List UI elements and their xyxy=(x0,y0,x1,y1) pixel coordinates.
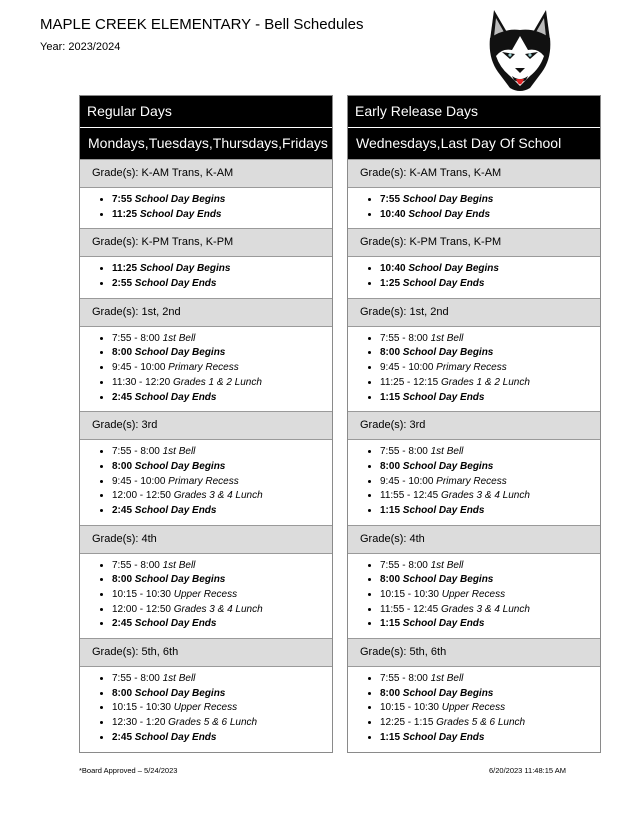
schedule-item xyxy=(380,716,600,731)
schedule-item xyxy=(112,361,332,376)
schedule-description: Upper Recess xyxy=(173,589,238,600)
schedule-item xyxy=(380,588,600,603)
schedule-list xyxy=(80,188,332,228)
schedule-description: School Day Ends xyxy=(408,208,491,220)
schedule-description: 1st Bell xyxy=(430,559,464,571)
schedule-description: School Day Begins xyxy=(402,687,494,699)
schedule-item xyxy=(112,731,332,746)
schedule-time: 8:00 xyxy=(380,347,401,359)
schedule-description: Grades 3 & 4 Lunch xyxy=(173,490,263,502)
schedule-item xyxy=(380,391,600,406)
schedule-time: 2:55 xyxy=(112,278,133,290)
schedule-time: 7:55 - 8:00 xyxy=(112,673,160,685)
schedule-description: School Day Begins xyxy=(402,460,494,472)
board-approved-note: *Board Approved – 5/24/2023 xyxy=(79,766,178,775)
schedule-description: School Day Begins xyxy=(134,574,226,586)
schedule-description: 1st Bell xyxy=(162,446,196,458)
schedule-item xyxy=(380,731,600,746)
schedule-time: 2:45 xyxy=(112,391,133,403)
schedule-time: 1:15 xyxy=(380,391,401,403)
schedule-time: 9:45 - 10:00 xyxy=(112,362,166,374)
schedule-description: School Day Ends xyxy=(134,731,217,743)
schedule-time: 10:40 xyxy=(380,208,406,220)
schedule-time: 1:15 xyxy=(380,618,401,630)
schedule-item xyxy=(112,559,332,574)
schedule-item xyxy=(380,687,600,702)
schedule-list xyxy=(348,188,600,228)
schedule-list xyxy=(348,554,600,638)
schedule-item xyxy=(380,672,600,687)
schedule-description: School Day Ends xyxy=(402,731,485,743)
schedule-description: Grades 5 & 6 Lunch xyxy=(168,717,258,729)
schedule-item xyxy=(380,277,600,292)
schedule-description: Grades 1 & 2 Lunch xyxy=(172,376,262,388)
grade-header: Grade(s): 1st, 2nd xyxy=(80,298,332,327)
schedule-item xyxy=(380,504,600,519)
schedule-time: 2:45 xyxy=(112,618,133,630)
page-title: MAPLE CREEK ELEMENTARY - Bell Schedules xyxy=(40,16,364,33)
grade-header: Grade(s): 3rd xyxy=(80,411,332,440)
schedule-time: 11:30 - 12:20 xyxy=(112,376,171,388)
schedule-description: 1st Bell xyxy=(162,673,196,685)
schedule-description: School Day Begins xyxy=(402,574,494,586)
schedule-description: Upper Recess xyxy=(173,702,238,714)
schedule-time: 9:45 - 10:00 xyxy=(380,475,434,487)
schedule-description: Primary Recess xyxy=(436,475,507,487)
grade-header: Grade(s): K-PM Trans, K-PM xyxy=(348,228,600,257)
schedule-time: 11:25 xyxy=(112,208,138,220)
schedule-item xyxy=(112,346,332,361)
schedule-time: 7:55 xyxy=(380,194,401,205)
schedule-list xyxy=(80,327,332,411)
schedule-item xyxy=(380,376,600,391)
schedule-description: School Day Ends xyxy=(134,504,217,516)
schedule-description: 1st Bell xyxy=(430,446,464,458)
husky-mascot-icon xyxy=(484,6,556,94)
schedule-item xyxy=(380,332,600,347)
schedule-item xyxy=(112,701,332,716)
schedule-item xyxy=(112,588,332,603)
schedule-description: School Day Ends xyxy=(402,504,485,516)
schedule-description: School Day Begins xyxy=(408,263,499,275)
schedule-time: 8:00 xyxy=(112,687,133,699)
schedule-item xyxy=(112,208,332,223)
schedule-sections xyxy=(80,159,332,752)
schedule-description: Primary Recess xyxy=(168,475,239,487)
schedule-time: 8:00 xyxy=(112,347,133,359)
schedule-list xyxy=(348,257,600,297)
early-release-days-schedule xyxy=(347,95,601,753)
grade-header: Grade(s): K-AM Trans, K-AM xyxy=(80,159,332,188)
schedule-time: 7:55 - 8:00 xyxy=(112,446,160,458)
schedule-item xyxy=(112,193,332,208)
schedule-item xyxy=(380,603,600,618)
schedule-description: Upper Recess xyxy=(441,589,506,600)
schedule-item xyxy=(380,445,600,460)
schedule-time: 8:00 xyxy=(380,460,401,472)
schedule-time: 12:00 - 12:50 xyxy=(112,490,171,502)
schedule-time: 10:40 xyxy=(380,263,406,275)
schedule-item xyxy=(380,617,600,632)
column-days: Mondays,Tuesdays,Thursdays,Fridays xyxy=(80,128,332,159)
schedule-time: 11:25 - 12:15 xyxy=(380,376,439,388)
schedule-time: 11:25 xyxy=(112,263,138,275)
schedule-time: 7:55 - 8:00 xyxy=(380,446,428,458)
schedule-description: School Day Begins xyxy=(402,347,494,359)
schedule-item xyxy=(112,617,332,632)
schedule-description: School Day Begins xyxy=(134,687,226,699)
schedule-time: 1:15 xyxy=(380,504,401,516)
column-title: Early Release Days xyxy=(348,96,600,128)
schedule-time: 12:00 - 12:50 xyxy=(112,603,171,615)
schedule-item xyxy=(112,445,332,460)
grade-header: Grade(s): K-PM Trans, K-PM xyxy=(80,228,332,257)
schedule-time: 7:55 - 8:00 xyxy=(112,559,160,571)
schedule-description: School Day Ends xyxy=(134,618,217,630)
schedule-time: 1:25 xyxy=(380,278,401,290)
schedule-item xyxy=(380,193,600,208)
schedule-item xyxy=(112,277,332,292)
schedule-description: Grades 1 & 2 Lunch xyxy=(440,376,530,388)
schedule-description: School Day Begins xyxy=(134,194,226,205)
schedule-time: 12:25 - 1:15 xyxy=(380,717,434,729)
schedule-time: 10:15 - 10:30 xyxy=(112,702,171,714)
schedule-time: 2:45 xyxy=(112,731,133,743)
schedule-description: School Day Begins xyxy=(139,263,231,275)
schedule-item xyxy=(380,475,600,490)
schedule-item xyxy=(112,262,332,277)
schedule-list xyxy=(348,667,600,751)
schedule-item xyxy=(112,376,332,391)
schedule-item xyxy=(112,504,332,519)
column-title: Regular Days xyxy=(80,96,332,128)
schedule-list xyxy=(80,440,332,524)
schedule-item xyxy=(380,701,600,716)
schedule-item xyxy=(112,687,332,702)
schedule-item xyxy=(112,475,332,490)
schedule-time: 7:55 - 8:00 xyxy=(380,559,428,571)
schedule-time: 8:00 xyxy=(112,460,133,472)
schedule-time: 7:55 - 8:00 xyxy=(112,332,160,344)
schedule-time: 9:45 - 10:00 xyxy=(112,475,166,487)
schedule-description: School Day Ends xyxy=(134,391,217,403)
schedule-description: School Day Ends xyxy=(402,391,485,403)
schedule-list xyxy=(80,667,332,751)
schedule-item xyxy=(380,262,600,277)
schedule-item xyxy=(380,346,600,361)
grade-header: Grade(s): 5th, 6th xyxy=(80,638,332,667)
schedule-time: 11:55 - 12:45 xyxy=(380,490,439,502)
grade-header: Grade(s): 4th xyxy=(80,525,332,554)
schedule-list xyxy=(80,257,332,297)
schedule-item xyxy=(112,489,332,504)
schedule-description: School Day Ends xyxy=(402,278,485,290)
schedule-time: 8:00 xyxy=(112,574,133,586)
schedule-time: 7:55 - 8:00 xyxy=(380,673,428,685)
schedule-item xyxy=(380,573,600,588)
schedule-sections xyxy=(348,159,600,752)
schedule-description: School Day Begins xyxy=(134,347,226,359)
schedule-time: 7:55 - 8:00 xyxy=(380,332,428,344)
column-days: Wednesdays,Last Day Of School xyxy=(348,128,600,159)
schedule-item xyxy=(112,716,332,731)
grade-header: Grade(s): K-AM Trans, K-AM xyxy=(348,159,600,188)
schedule-time: 12:30 - 1:20 xyxy=(112,717,166,729)
schedule-description: Grades 3 & 4 Lunch xyxy=(440,490,530,502)
schedule-list xyxy=(348,440,600,524)
schedule-description: School Day Ends xyxy=(139,208,222,220)
schedule-item xyxy=(112,603,332,618)
schedule-time: 2:45 xyxy=(112,504,133,516)
grade-header: Grade(s): 3rd xyxy=(348,411,600,440)
schedule-description: Grades 3 & 4 Lunch xyxy=(440,603,530,615)
schedule-item xyxy=(112,332,332,347)
grade-header: Grade(s): 5th, 6th xyxy=(348,638,600,667)
schedule-list xyxy=(80,554,332,638)
schedule-time: 9:45 - 10:00 xyxy=(380,362,434,374)
grade-header: Grade(s): 4th xyxy=(348,525,600,554)
schedule-time: 7:55 xyxy=(112,194,133,205)
schedule-item xyxy=(380,559,600,574)
schedule-item xyxy=(380,361,600,376)
schedule-time: 8:00 xyxy=(380,687,401,699)
schedule-description: 1st Bell xyxy=(430,332,464,344)
schedule-description: 1st Bell xyxy=(162,332,196,344)
schedule-time: 10:15 - 10:30 xyxy=(112,589,171,600)
schedule-description: School Day Begins xyxy=(402,194,494,205)
schedule-item xyxy=(380,489,600,504)
schedule-time: 11:55 - 12:45 xyxy=(380,603,439,615)
schedule-description: 1st Bell xyxy=(430,673,464,685)
schedule-item xyxy=(112,672,332,687)
schedule-description: 1st Bell xyxy=(162,559,196,571)
schedule-item xyxy=(112,573,332,588)
schedule-description: School Day Ends xyxy=(402,618,485,630)
schedule-description: Grades 5 & 6 Lunch xyxy=(436,717,526,729)
schedule-description: School Day Ends xyxy=(134,278,217,290)
schedule-time: 8:00 xyxy=(380,574,401,586)
schedule-time: 10:15 - 10:30 xyxy=(380,589,439,600)
schedule-list xyxy=(348,327,600,411)
schedule-description: Primary Recess xyxy=(436,362,507,374)
regular-days-schedule xyxy=(79,95,333,753)
print-timestamp: 6/20/2023 11:48:15 AM xyxy=(488,766,566,775)
grade-header: Grade(s): 1st, 2nd xyxy=(348,298,600,327)
schedule-item xyxy=(380,208,600,223)
schedule-description: Grades 3 & 4 Lunch xyxy=(173,603,263,615)
schedule-description: Primary Recess xyxy=(168,362,239,374)
schedule-item xyxy=(112,460,332,475)
schedule-description: School Day Begins xyxy=(134,460,226,472)
schedule-time: 1:15 xyxy=(380,731,401,743)
schedule-time: 10:15 - 10:30 xyxy=(380,702,439,714)
school-year: Year: 2023/2024 xyxy=(40,41,121,53)
schedule-item xyxy=(380,460,600,475)
schedule-item xyxy=(112,391,332,406)
schedule-description: Upper Recess xyxy=(441,702,506,714)
